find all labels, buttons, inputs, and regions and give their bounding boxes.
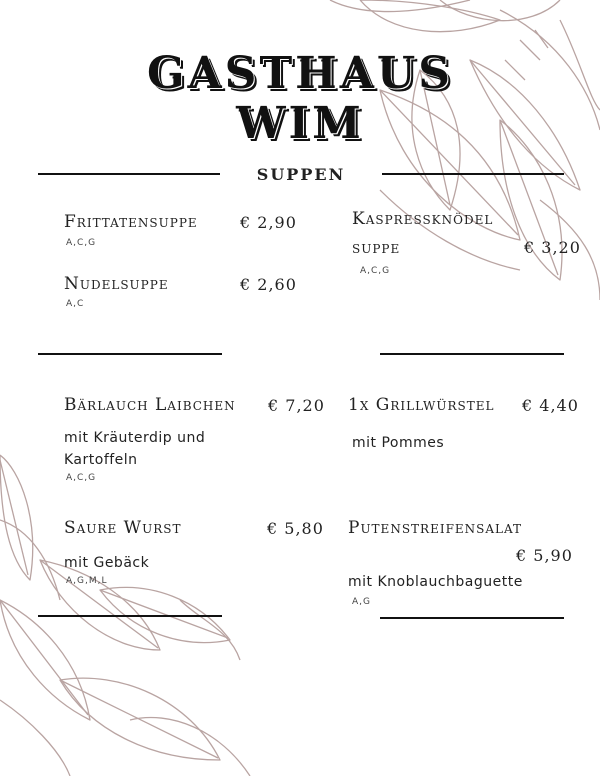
menu-item-price: € 7,20 (268, 396, 325, 415)
menu-item-price: € 2,90 (240, 213, 297, 232)
section-heading: SUPPEN (256, 165, 346, 184)
menu-item-name: Putenstreifensalat (348, 518, 523, 538)
menu-item-name-line2: suppe (352, 238, 401, 258)
menu-item-allergens: A,C,G (360, 266, 391, 276)
menu-item-name: Saure Wurst (64, 518, 182, 538)
menu-item-price: € 2,60 (240, 275, 297, 294)
section-rule-right (382, 173, 564, 175)
menu-item-price: € 3,20 (524, 238, 581, 257)
menu-item-name: Frittatensuppe (64, 212, 198, 232)
divider-left (38, 353, 222, 355)
restaurant-title-line1: GASTHAUS (146, 48, 454, 99)
menu-item-allergens: A,G (352, 597, 371, 607)
menu-item-allergens: A,C,G (66, 473, 97, 483)
menu-item-allergens: A,C (66, 299, 85, 309)
menu-item-description: mit Knoblauchbaguette (348, 574, 523, 590)
section-rule-left (38, 173, 220, 175)
menu-item-name: 1x Grillwürstel (348, 395, 495, 415)
menu-item-name-line1: Kaspressknödel (352, 209, 494, 229)
restaurant-title-line2: WIM (236, 98, 364, 149)
menu-item-price: € 5,80 (267, 519, 324, 538)
divider-right-bottom (380, 617, 564, 619)
menu-item-description: mit Gebäck (64, 555, 150, 571)
menu-item-description: mit Kräuterdip und Kartoffeln (64, 430, 206, 468)
divider-right (380, 353, 564, 355)
menu-item-name: Nudelsuppe (64, 274, 169, 294)
menu-item-price: € 5,90 (516, 546, 573, 565)
menu-item-description: mit Pommes (352, 435, 445, 451)
menu-item-allergens: A,G,M,L (66, 576, 108, 586)
menu-item-allergens: A,C,G (66, 238, 97, 248)
divider-left-bottom (38, 615, 222, 617)
menu-item-name: Bärlauch Laibchen (64, 395, 236, 415)
menu-item-price: € 4,40 (522, 396, 579, 415)
